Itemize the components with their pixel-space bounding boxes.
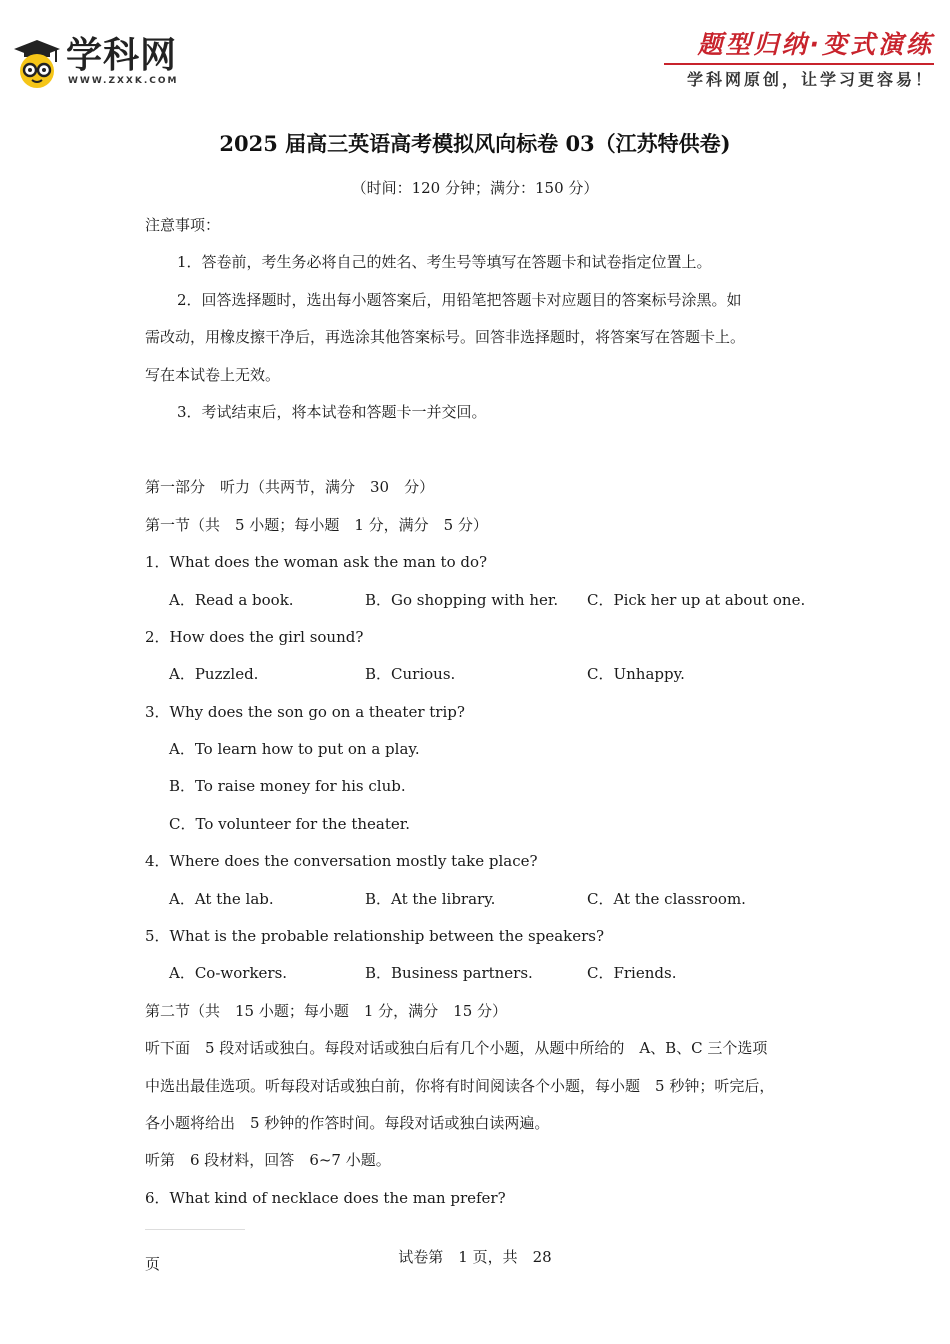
option-c: C．Unhappy.: [587, 665, 685, 684]
question-2-options: [145, 660, 835, 697]
footer-divider: [145, 1229, 245, 1230]
option-b: B．To raise money for his club.: [169, 777, 406, 796]
section-heading: 第一节（共 5 小题；每小题 1 分，满分 5 分）: [145, 515, 488, 534]
instructions-line-1: 听下面 5 段对话或独白。每段对话或独白后有几个小题，从题中所给的 A、B、C 三个选项: [145, 1039, 768, 1058]
option-a: A．At the lab.: [169, 889, 274, 908]
question-3: 3．Why does the son go on a theater trip?: [145, 702, 465, 721]
section-heading: 第二节（共 15 小题；每小题 1 分，满分 15 分）: [145, 1001, 508, 1020]
slogan-title: 题型归纳·变式演练: [697, 30, 934, 59]
page-number-tail: 页: [145, 1255, 161, 1273]
question-4: 4．Where does the conversation mostly take place?: [145, 852, 538, 871]
question-6: 6．What kind of necklace does the man prefer?: [145, 1188, 506, 1207]
exam-title: 2025 届高三英语高考模拟风向标卷 03（江苏特供卷): [219, 131, 731, 156]
page-header: [0, 0, 950, 110]
logo-text: 学科网: [66, 35, 178, 76]
instructions-line-3: 各小题将给出 5 秒钟的作答时间。每段对话或独白读两遍。: [145, 1113, 550, 1132]
slogan-divider: [664, 63, 934, 65]
question-5: 5．What is the probable relationship between the speakers?: [145, 927, 605, 946]
option-b: B．Go shopping with her.: [365, 590, 559, 609]
spacer: [145, 435, 835, 473]
part-heading: 第一部分 听力（共两节，满分 30 分）: [145, 478, 435, 497]
notice-item-2: 2．回答选择题时，选出每小题答案后，用铅笔把答题卡对应题目的答案标号涂黑。如: [177, 290, 742, 309]
logo-url: WWW.ZXXK.COM: [68, 76, 179, 86]
question-5-options: [145, 959, 835, 996]
question-2: 2．How does the girl sound?: [145, 627, 364, 646]
question-1: 1．What does the woman ask the man to do?: [145, 553, 488, 572]
option-a: A．Read a book.: [169, 590, 294, 609]
notice-item-3: 3．考试结束后，将本试卷和答题卡一并交回。: [177, 402, 487, 421]
option-c: C．Friends.: [587, 964, 677, 983]
instructions-line-2: 中选出最佳选项。听每段对话或独白前，你将有时间阅读各个小题，每小题 5 秒钟；听完后，: [145, 1076, 775, 1095]
option-a: A．Puzzled.: [169, 665, 259, 684]
exam-content: [145, 211, 835, 1221]
option-b: B．Curious.: [365, 665, 456, 684]
notice-item-2-end: 写在本试卷上无效。: [145, 365, 281, 384]
option-a: A．To learn how to put on a play.: [169, 740, 420, 759]
notice-item-1: 1．答卷前，考生务必将自己的姓名、考生号等填写在答题卡和试卷指定位置上。: [177, 253, 712, 272]
option-c: C．To volunteer for the theater.: [169, 814, 411, 833]
question-1-options: [145, 586, 835, 623]
material-intro: 听第 6 段材料，回答 6~7 小题。: [145, 1151, 391, 1170]
slogan-block: [644, 30, 934, 91]
question-4-options: [145, 885, 835, 922]
option-c: C．Pick her up at about one.: [587, 590, 806, 609]
notice-item-2-cont: 需改动，用橡皮擦干净后，再选涂其他答案标号。回答非选择题时，将答案写在答题卡上。: [145, 328, 746, 347]
option-c: C．At the classroom.: [587, 889, 746, 908]
zxxk-logo: [12, 34, 202, 94]
option-b: B．At the library.: [365, 889, 496, 908]
mascot-icon: [12, 38, 62, 90]
option-a: A．Co-workers.: [169, 964, 288, 983]
page-number: 试卷第 1 页，共 28: [398, 1248, 552, 1266]
option-b: B．Business partners.: [365, 964, 533, 983]
notice-heading: 注意事项：: [145, 216, 221, 234]
exam-subtitle: （时间：120 分钟；满分：150 分）: [351, 179, 599, 197]
slogan-subtitle: 学科网原创，让学习更容易！: [686, 70, 934, 89]
